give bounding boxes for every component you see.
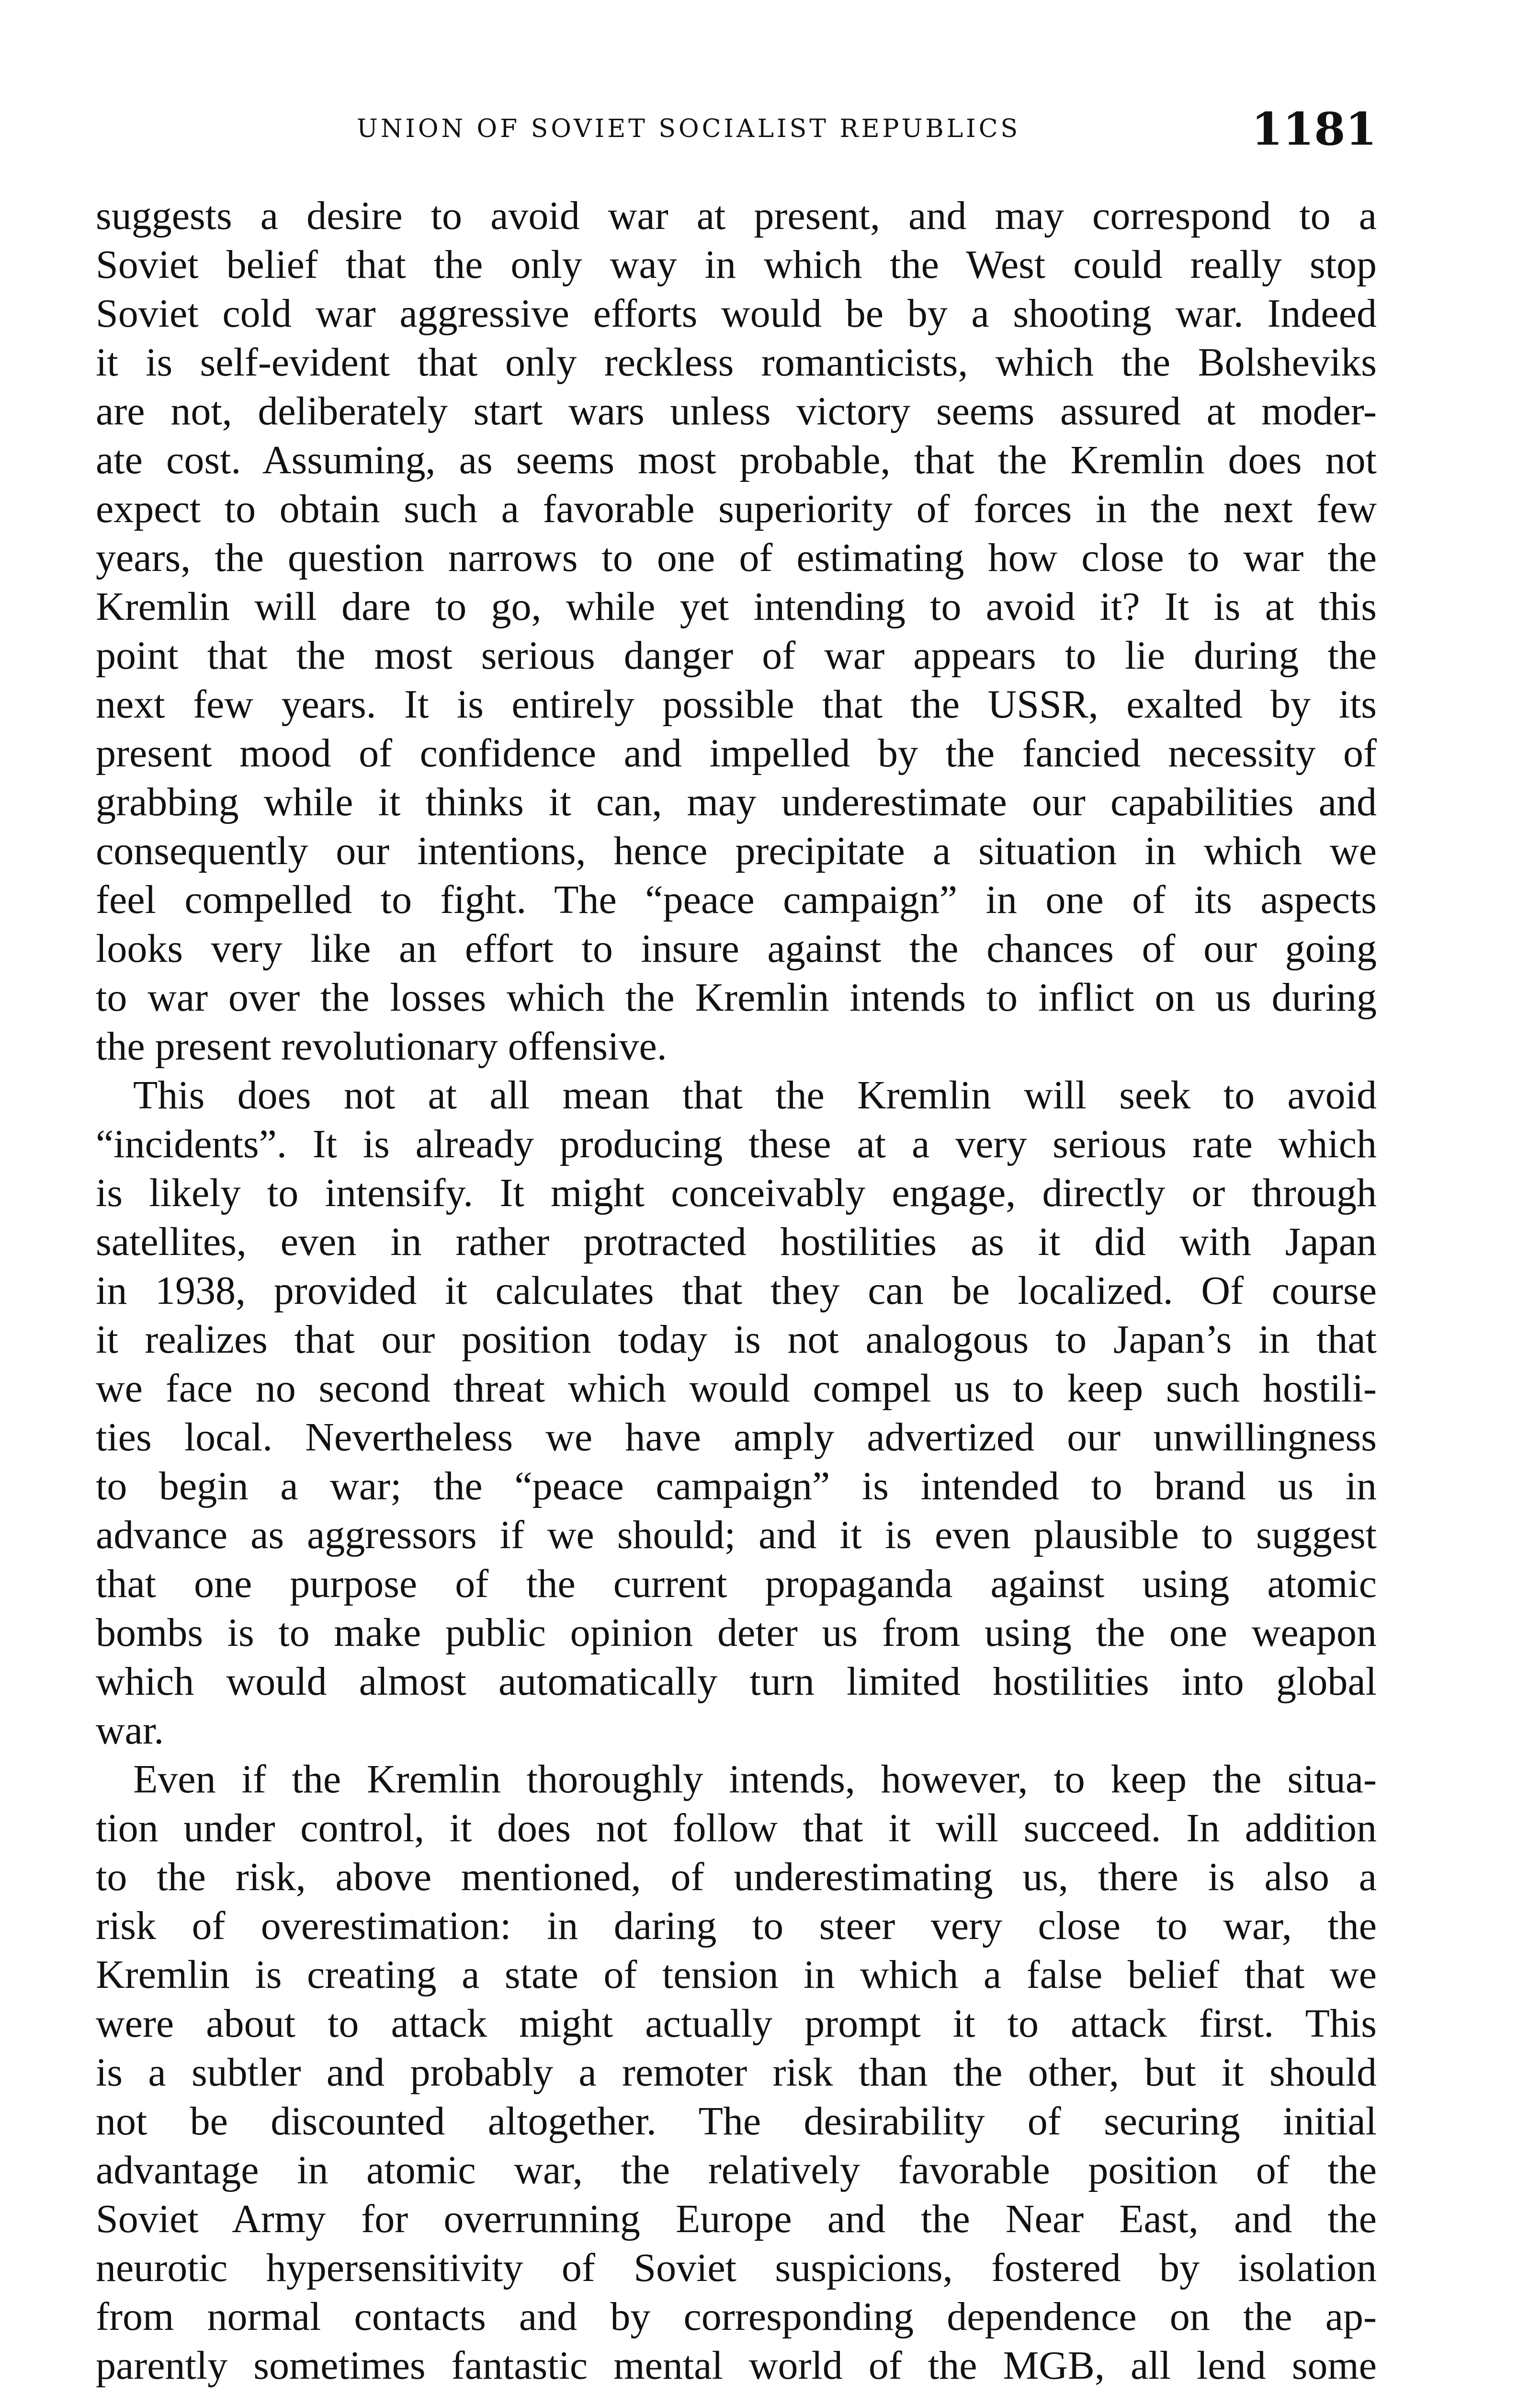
paragraph (96, 1755, 1377, 2390)
text-line: neurotic hypersensitivity of Soviet suspicions, fostered by isolation (96, 2246, 1377, 2290)
text-line: to begin a war; the “peace campaign” is intended to brand us in (96, 1464, 1377, 1508)
text-line: advantage in atomic war, the relatively favorable position of the (96, 2148, 1377, 2192)
text-line: parently sometimes fantastic mental world of the MGB, all lend some (96, 2343, 1377, 2388)
text-line: it realizes that our position today is not analogous to Japan’s in that (96, 1317, 1377, 1362)
text-line: that one purpose of the current propaganda against using atomic (96, 1562, 1377, 1606)
text-line: Even if the Kremlin thoroughly intends, however, to keep the situa- (133, 1757, 1377, 1802)
text-line: satellites, even in rather protracted hostilities as it did with Japan (96, 1220, 1377, 1264)
paragraph (96, 1071, 1377, 1755)
text-line: Kremlin will dare to go, while yet intending to avoid it? It is at this (96, 584, 1377, 629)
text-line: feel compelled to fight. The “peace campaign” in one of its aspects (96, 878, 1377, 922)
text-line: it is self-evident that only reckless romanticists, which the Bolsheviks (96, 340, 1377, 385)
text-line: risk of overestimation: in daring to steer very close to war, the (96, 1904, 1377, 1948)
text-line: bombs is to make public opinion deter us from using the one weapon (96, 1610, 1377, 1655)
text-line: grabbing while it thinks it can, may underestimate our capabilities and (96, 780, 1377, 824)
paragraph (96, 192, 1377, 1071)
text-line: we face no second threat which would compel us to keep such hostili- (96, 1366, 1377, 1411)
text-line: were about to attack might actually prompt it to attack first. This (96, 2001, 1377, 2046)
text-line: from normal contacts and by corresponding dependence on the ap- (96, 2294, 1377, 2339)
text-line: to the risk, above mentioned, of underestimating us, there is also a (96, 1855, 1377, 1899)
text-line: consequently our intentions, hence precipitate a situation in which we (96, 829, 1377, 873)
text-line: expect to obtain such a favorable superiority of forces in the next few (96, 487, 1377, 531)
text-line: ate cost. Assuming, as seems most probable, that the Kremlin does not (96, 438, 1377, 482)
text-line: Soviet Army for overrunning Europe and the Near East, and the (96, 2197, 1377, 2241)
text-line: next few years. It is entirely possible that the USSR, exalted by its (96, 682, 1377, 727)
text-line: to war over the losses which the Kremlin intends to inflict on us during (96, 975, 1377, 1020)
text-line: not be discounted altogether. The desirability of securing initial (96, 2099, 1377, 2144)
text-line: is likely to intensify. It might conceivably engage, directly or through (96, 1171, 1377, 1215)
text-line: advance as aggressors if we should; and it is even plausible to suggest (96, 1513, 1377, 1557)
text-line: “incidents”. It is already producing these at a very serious rate which (96, 1122, 1377, 1166)
text-line: Soviet belief that the only way in which the West could really stop (96, 242, 1377, 287)
text-line: looks very like an effort to insure against the chances of our going (96, 926, 1377, 971)
text-line: war. (96, 1708, 164, 1753)
text-line: ties local. Nevertheless we have amply advertized our unwillingness (96, 1415, 1377, 1460)
text-line: is a subtler and probably a remoter risk than the other, but it should (96, 2050, 1377, 2095)
text-line: suggests a desire to avoid war at present, and may correspond to a (96, 194, 1377, 238)
text-line: point that the most serious danger of war appears to lie during the (96, 633, 1377, 678)
text-line: This does not at all mean that the Kremlin will seek to avoid (133, 1073, 1377, 1118)
text-line: which would almost automatically turn limited hostilities into global (96, 1659, 1377, 1704)
page-number: 1181 (1251, 103, 1377, 156)
text-line: tion under control, it does not follow that it will succeed. In addition (96, 1806, 1377, 1850)
body-text (96, 192, 1377, 2390)
text-line: years, the question narrows to one of estimating how close to war the (96, 536, 1377, 580)
text-line: in 1938, provided it calculates that they can be localized. Of course (96, 1268, 1377, 1313)
text-line: present mood of confidence and impelled by the fancied necessity of (96, 731, 1377, 776)
text-line: Soviet cold war aggressive efforts would be by a shooting war. Indeed (96, 291, 1377, 336)
running-head: UNION OF SOVIET SOCIALIST REPUBLICS (357, 114, 1021, 143)
page-header (96, 98, 1377, 156)
text-line: are not, deliberately start wars unless victory seems assured at moder- (96, 389, 1377, 433)
text-line: Kremlin is creating a state of tension in which a false belief that we (96, 1952, 1377, 1997)
text-line: the present revolutionary offensive. (96, 1024, 667, 1069)
